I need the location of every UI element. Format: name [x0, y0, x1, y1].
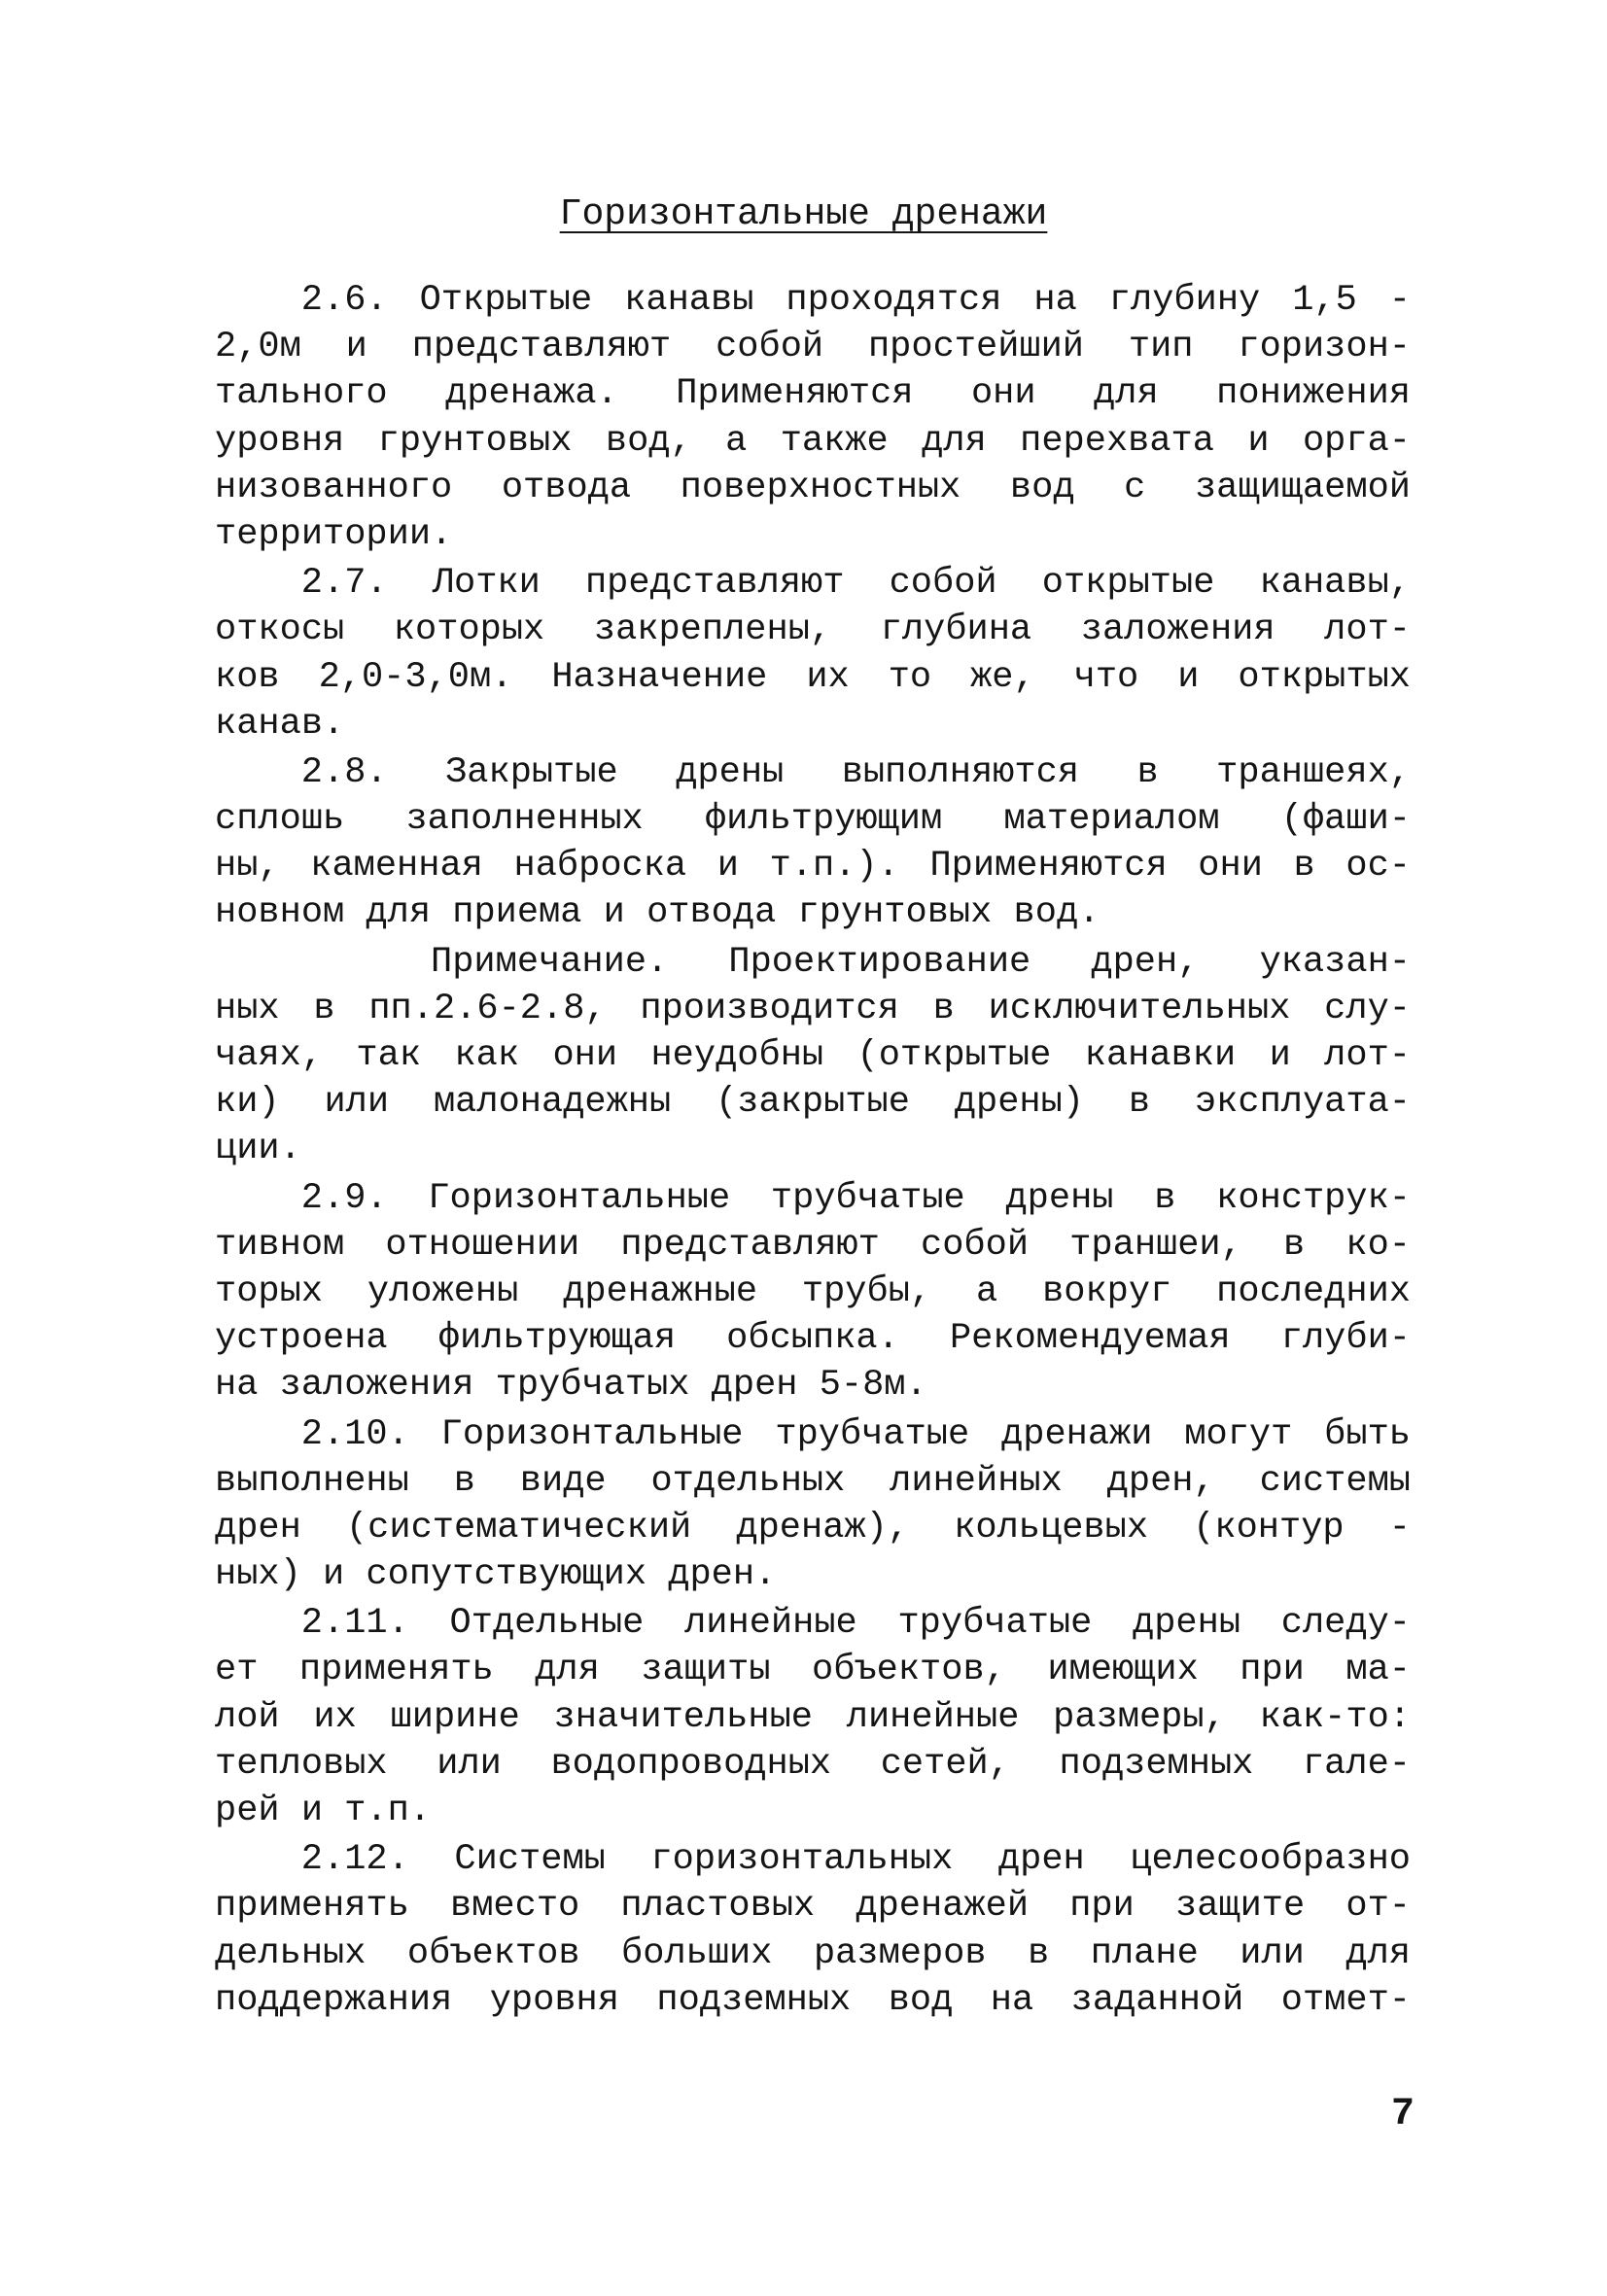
- text-line: 2.12. Системы горизонтальных дрен целесообразно: [300, 1839, 1411, 1881]
- section-heading-text: Горизонтальные дренажи: [559, 193, 1048, 235]
- text-line: ны, каменная наброска и т.п.). Применяются они в ос-: [215, 846, 1411, 887]
- section-heading: [0, 191, 1607, 239]
- text-line: тепловых или водопроводных сетей, подземных гале-: [215, 1743, 1411, 1785]
- text-line: лой их ширине значительные линейные размеры, как-то:: [215, 1696, 1411, 1738]
- text-line: откосы которых закреплены, глубина заложения лот-: [215, 609, 1411, 651]
- text-line: Примечание. Проектирование дрен, указан-: [431, 941, 1411, 983]
- text-line: территории.: [215, 513, 453, 555]
- text-line: торых уложены дренажные трубы, а вокруг последних: [215, 1270, 1411, 1312]
- text-line: ки) или малонадежны (закрытые дрены) в эксплуата-: [215, 1082, 1411, 1124]
- text-line: тивном отношении представляют собой траншеи, в ко-: [215, 1224, 1411, 1266]
- text-line: устроена фильтрующая обсыпка. Рекомендуемая глуби-: [215, 1318, 1411, 1360]
- text-line: ных) и сопутствующих дрен.: [215, 1554, 777, 1596]
- text-line: 2.10. Горизонтальные трубчатые дренажи могут быть: [300, 1413, 1411, 1455]
- text-line: 2,0м и представляют собой простейший тип горизон-: [215, 327, 1411, 368]
- text-line: выполнены в виде отдельных линейных дрен, системы: [215, 1460, 1411, 1502]
- text-line: низованного отвода поверхностных вод с защищаемой: [215, 467, 1411, 508]
- text-line: ков 2,0-3,0м. Назначение их то же, что и открытых: [215, 656, 1411, 698]
- text-line: 2.7. Лотки представляют собой открытые канавы,: [300, 563, 1411, 605]
- text-line: тального дренажа. Применяются они для понижения: [215, 373, 1411, 415]
- text-line: 2.9. Горизонтальные трубчатые дрены в конструк-: [300, 1177, 1411, 1219]
- text-line: поддержания уровня подземных вод на заданной отмет-: [215, 1979, 1411, 2021]
- text-line: новном для приема и отвода грунтовых вод.: [215, 892, 1100, 934]
- text-line: 2.11. Отдельные линейные трубчатые дрены следу-: [300, 1603, 1411, 1645]
- body-text: [215, 277, 1411, 2024]
- text-line: на заложения трубчатых дрен 5-8м.: [215, 1365, 927, 1407]
- text-line: ных в пп.2.6-2.8, производится в исключительных слу-: [215, 988, 1411, 1029]
- text-line: ет применять для защиты объектов, имеющих при ма-: [215, 1650, 1411, 1691]
- text-line: дельных объектов больших размеров в плане или для: [215, 1932, 1411, 1974]
- text-line: дрен (систематический дренаж), кольцевых (контур -: [215, 1507, 1411, 1548]
- text-line: ции.: [215, 1129, 301, 1170]
- text-line: канав.: [215, 703, 345, 745]
- text-line: сплошь заполненных фильтрующим материалом (фаши-: [215, 799, 1411, 841]
- text-line: применять вместо пластовых дренажей при защите от-: [215, 1886, 1411, 1928]
- text-line: 2.8. Закрытые дрены выполняются в траншеях,: [300, 751, 1411, 793]
- page-number: 7: [1390, 2093, 1415, 2137]
- text-line: чаях, так как они неудобны (открытые канавки и лот-: [215, 1035, 1411, 1076]
- text-line: 2.6. Открытые канавы проходятся на глубину 1,5 -: [300, 280, 1411, 321]
- text-line: уровня грунтовых вод, а также для перехвата и орга-: [215, 420, 1411, 462]
- text-line: рей и т.п.: [215, 1791, 432, 1831]
